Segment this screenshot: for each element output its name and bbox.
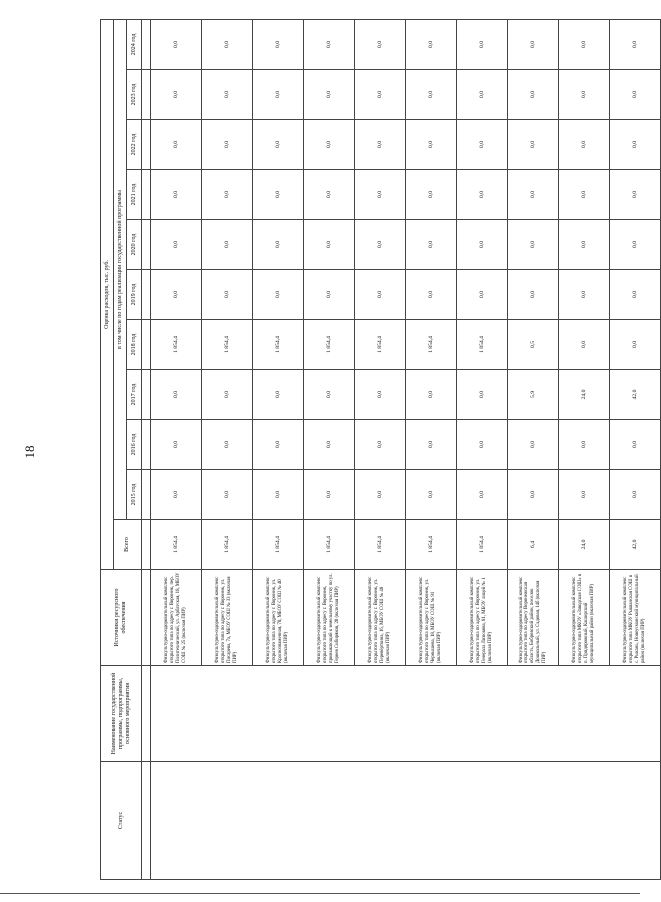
program-name-cell	[151, 666, 661, 762]
total-cell: 1 854,4	[151, 520, 202, 570]
year-value-cell: 1 854,4	[457, 320, 508, 370]
year-value-cell: 0,0	[508, 170, 559, 220]
year-value-cell: 0,0	[610, 420, 661, 470]
year-value-cell: 0,0	[559, 320, 610, 370]
year-value-cell: 0,0	[304, 370, 355, 420]
year-value-cell: 0,5	[508, 320, 559, 370]
year-value-cell: 0,0	[559, 470, 610, 520]
year-value-cell: 0,0	[253, 370, 304, 420]
blank-cell	[142, 470, 151, 520]
blank-cell	[142, 666, 151, 762]
year-value-cell: 0,0	[508, 270, 559, 320]
total-cell: 1 854,4	[253, 520, 304, 570]
year-value-cell: 0,0	[202, 19, 253, 69]
source-cell: Физкультурно-оздоровительный комплекс открытого типа МКОУ «Заводская СОШ» в п. Придорожный, Каширский муниципальный район (включая ПИР)	[559, 570, 610, 666]
year-value-cell: 0,0	[304, 120, 355, 170]
year-value-cell: 0,0	[304, 470, 355, 520]
year-value-cell: 0,0	[457, 120, 508, 170]
page-bottom-rule	[0, 893, 640, 894]
year-value-cell: 0,0	[202, 120, 253, 170]
year-value-cell: 0,0	[151, 19, 202, 69]
year-value-cell: 0,0	[253, 270, 304, 320]
year-value-cell: 0,0	[457, 420, 508, 470]
blank-cell	[142, 270, 151, 320]
status-cell	[151, 762, 661, 880]
year-value-cell: 0,0	[406, 420, 457, 470]
blank-cell	[142, 19, 151, 69]
year-value-cell: 0,0	[559, 420, 610, 470]
year-value-cell: 0,0	[253, 120, 304, 170]
blank-cell	[142, 220, 151, 270]
year-value-cell: 1 854,4	[202, 320, 253, 370]
year-value-cell: 1 854,4	[406, 320, 457, 370]
blank-cell	[142, 570, 151, 666]
year-value-cell: 0,0	[304, 220, 355, 270]
year-value-cell: 0,0	[610, 170, 661, 220]
source-cell: Физкультурно-оздоровительный комплекс открытого типа по адресу г. Воронеж, ул. Генерала Лизюкова, 81, МБОУ лицей № 1 (включая ПИР)	[457, 570, 508, 666]
total-cell: 1 854,4	[202, 520, 253, 570]
year-value-cell: 0,0	[457, 220, 508, 270]
year-value-cell: 0,0	[406, 220, 457, 270]
year-value-cell: 0,0	[508, 470, 559, 520]
year-value-cell: 1 854,4	[151, 320, 202, 370]
year-value-cell: 0,0	[355, 170, 406, 220]
year-value-cell: 0,0	[610, 470, 661, 520]
year-header: 2024 год	[127, 19, 142, 69]
by-year-header: в том числе по годам реализации государственной программы	[114, 19, 127, 519]
blank-cell	[142, 170, 151, 220]
year-value-cell: 0,0	[406, 470, 457, 520]
year-value-cell: 0,0	[151, 420, 202, 470]
year-value-cell: 0,0	[202, 170, 253, 220]
budget-table	[100, 19, 661, 880]
total-cell: 6,4	[508, 520, 559, 570]
year-value-cell: 0,0	[202, 270, 253, 320]
header-row-estimate	[101, 19, 114, 879]
year-value-cell: 0,0	[508, 120, 559, 170]
year-value-cell: 0,0	[202, 470, 253, 520]
year-header: 2022 год	[127, 120, 142, 170]
year-value-cell: 0,0	[355, 220, 406, 270]
year-value-cell: 1 854,4	[355, 320, 406, 370]
year-value-cell: 0,0	[304, 70, 355, 120]
status-header: Статус	[101, 762, 142, 880]
year-value-cell: 0,0	[457, 370, 508, 420]
blank-cell	[142, 420, 151, 470]
year-header: 2021 год	[127, 170, 142, 220]
year-value-cell: 0,0	[151, 220, 202, 270]
year-value-cell: 0,0	[151, 270, 202, 320]
year-header: 2020 год	[127, 220, 142, 270]
source-cell: Физкультурно-оздоровительный комплекс открытого типа по адресу г. Воронеж, примыкающий к земельному участку по ул. Героев Сибиряков, 20 (включая ПИР)	[304, 570, 355, 666]
blank-cell	[142, 120, 151, 170]
year-value-cell: 0,0	[202, 220, 253, 270]
year-value-cell: 0,0	[151, 170, 202, 220]
year-value-cell: 0,0	[559, 19, 610, 69]
total-cell: 42,0	[610, 520, 661, 570]
blank-cell	[142, 320, 151, 370]
year-value-cell: 0,0	[151, 370, 202, 420]
year-value-cell: 0,0	[202, 370, 253, 420]
year-value-cell: 0,0	[610, 70, 661, 120]
year-value-cell: 0,0	[559, 70, 610, 120]
year-value-cell: 24,0	[559, 370, 610, 420]
year-value-cell: 0,0	[406, 170, 457, 220]
year-value-cell: 0,0	[151, 470, 202, 520]
total-cell: 1 854,4	[457, 520, 508, 570]
source-cell: Физкультурно-оздоровительный комплекс открытого типа по адресу г. Воронеж, пер. Политехнический, ул. Арбатская, 18, МБОУ СОШ № 25 (включая ПИР)	[151, 570, 202, 666]
table-body	[142, 19, 661, 879]
year-value-cell: 0,0	[508, 19, 559, 69]
program-name-header: Наименование государственной программы, подпрограммы, основного мероприятия	[101, 666, 142, 762]
year-value-cell: 0,0	[559, 120, 610, 170]
year-value-cell: 0,0	[151, 120, 202, 170]
year-value-cell: 0,0	[559, 270, 610, 320]
total-cell: 1 854,4	[355, 520, 406, 570]
year-value-cell: 0,0	[508, 420, 559, 470]
year-value-cell: 0,0	[559, 170, 610, 220]
year-value-cell: 0,0	[610, 220, 661, 270]
year-value-cell: 0,0	[457, 270, 508, 320]
year-header: 2015 год	[127, 470, 142, 520]
blank-cell	[142, 762, 151, 880]
year-value-cell: 0,0	[304, 420, 355, 470]
year-value-cell: 0,0	[304, 170, 355, 220]
year-value-cell: 0,0	[304, 270, 355, 320]
year-value-cell: 0,0	[202, 70, 253, 120]
total-cell: 24,0	[559, 520, 610, 570]
year-value-cell: 0,0	[610, 320, 661, 370]
year-value-cell: 0,0	[508, 70, 559, 120]
table-row	[151, 19, 202, 879]
total-header: Всего	[114, 520, 142, 570]
year-value-cell: 1 854,4	[253, 320, 304, 370]
year-value-cell: 0,0	[253, 19, 304, 69]
source-cell: Физкультурно-оздоровительный комплекс открытого типа МКОУ Рыкванская СОШ в с. Рыкань, Новоусманский муниципальный район (включая ПИР)	[610, 570, 661, 666]
year-value-cell: 0,0	[508, 220, 559, 270]
year-value-cell: 0,0	[355, 70, 406, 120]
year-value-cell: 0,0	[610, 270, 661, 320]
source-cell: Физкультурно-оздоровительный комплекс открытого типа по адресу г. Воронеж, ул. Писарева, 7а, МБОУ СОШ № 33 (включая ПИР)	[202, 570, 253, 666]
rotated-table-wrapper	[100, 20, 646, 880]
year-header: 2018 год	[127, 320, 142, 370]
year-value-cell: 0,0	[406, 120, 457, 170]
year-value-cell: 0,0	[406, 70, 457, 120]
total-cell: 1 854,4	[304, 520, 355, 570]
year-value-cell: 1 854,4	[304, 320, 355, 370]
year-value-cell: 0,0	[457, 70, 508, 120]
blank-cell	[142, 520, 151, 570]
year-header: 2016 год	[127, 420, 142, 470]
year-value-cell: 0,0	[355, 470, 406, 520]
year-value-cell: 0,0	[457, 470, 508, 520]
year-value-cell: 0,0	[406, 19, 457, 69]
year-header: 2019 год	[127, 270, 142, 320]
year-value-cell: 0,0	[253, 170, 304, 220]
year-value-cell: 0,0	[355, 370, 406, 420]
source-header: Источники ресурсного обеспечения	[101, 570, 142, 666]
source-cell: Физкультурно-оздоровительный комплекс открытого типа по адресу г. Воронеж, ул. Чернышева, 18, МБОУ СОШ № 91 (включая ПИР)	[406, 570, 457, 666]
year-value-cell: 0,0	[457, 170, 508, 220]
year-value-cell: 0,0	[406, 270, 457, 320]
year-value-cell: 5,9	[508, 370, 559, 420]
year-value-cell: 0,0	[355, 19, 406, 69]
source-cell: Физкультурно-оздоровительный комплекс открытого типа по адресу г. Воронеж, ул. Краснознаменная, 78, МБОУ СОШ № 40 (включая ПИР)	[253, 570, 304, 666]
year-value-cell: 0,0	[355, 270, 406, 320]
total-cell: 1 854,4	[406, 520, 457, 570]
year-header: 2017 год	[127, 370, 142, 420]
year-value-cell: 0,0	[253, 420, 304, 470]
blank-cell	[142, 70, 151, 120]
blank-cell	[142, 370, 151, 420]
year-value-cell: 0,0	[253, 70, 304, 120]
source-cell: Физкультурно-оздоровительный комплекс открытого типа по адресу г. Воронеж, ул. Перевёрткина, 16, МБОУ СОШ № 48 (включая ПИР)	[355, 570, 406, 666]
year-value-cell: 0,0	[610, 120, 661, 170]
source-cell: Физкультурно-оздоровительный комплекс открытого типа по адресу Воронежская область, Бобровский район, поселок Дошкольный, ул. Садовая, 14б (включая ПИР)	[508, 570, 559, 666]
year-value-cell: 0,0	[610, 19, 661, 69]
year-value-cell: 0,0	[253, 470, 304, 520]
year-header: 2023 год	[127, 70, 142, 120]
year-value-cell: 0,0	[559, 220, 610, 270]
year-value-cell: 0,0	[355, 120, 406, 170]
year-value-cell: 0,0	[202, 420, 253, 470]
blank-row	[142, 19, 151, 879]
page-number: 18	[22, 445, 37, 459]
year-value-cell: 0,0	[253, 220, 304, 270]
estimate-header: Оценка расходов, тыс. руб.	[101, 19, 114, 569]
year-value-cell: 0,0	[151, 70, 202, 120]
year-value-cell: 0,0	[304, 19, 355, 69]
year-value-cell: 42,0	[610, 370, 661, 420]
year-value-cell: 0,0	[406, 370, 457, 420]
year-value-cell: 0,0	[457, 19, 508, 69]
year-value-cell: 0,0	[355, 420, 406, 470]
